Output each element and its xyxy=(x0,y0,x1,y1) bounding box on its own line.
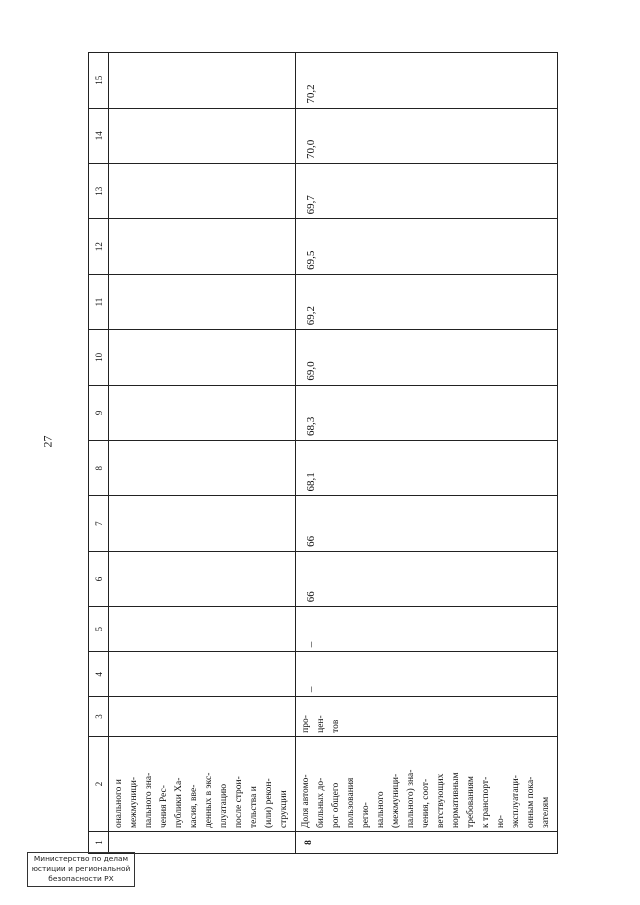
value-text: – xyxy=(305,641,317,648)
header-cell: 15 xyxy=(89,53,109,109)
empty-cell xyxy=(109,652,296,697)
value-cell xyxy=(296,652,558,697)
value-text: 69,5 xyxy=(305,250,317,270)
row-number xyxy=(109,832,118,853)
header-cell: 7 xyxy=(89,496,109,551)
header-cell: 11 xyxy=(89,274,109,329)
stamp-line: юстиции и региональной xyxy=(31,864,131,873)
empty-cell xyxy=(109,164,296,219)
header-cell: 4 xyxy=(89,652,109,697)
empty-cell xyxy=(109,385,296,440)
value-text: 70,2 xyxy=(305,84,317,104)
data-table-region xyxy=(88,52,551,854)
value-cell xyxy=(296,219,558,274)
row-number: 8 xyxy=(304,840,314,845)
value-cell xyxy=(296,607,558,652)
header-cell: 5 xyxy=(89,607,109,652)
value-text: 69,0 xyxy=(305,361,317,381)
value-cell xyxy=(296,164,558,219)
registration-stamp xyxy=(27,852,135,887)
indicator-name-cell xyxy=(109,736,296,831)
indicator-name: онального и межмуници- пального зна- чения Рес- публики Ха- касия, вве- денных в экс- плуатацию после строи- тельства и (или) рекон- струкции xyxy=(114,772,289,829)
stamp-line: безопасности РХ xyxy=(48,874,114,883)
value-text: 68,3 xyxy=(305,416,317,437)
row-number-cell xyxy=(109,832,296,854)
value-text: 68,1 xyxy=(305,472,317,492)
rotated-table-container xyxy=(88,52,551,854)
table-row xyxy=(296,53,558,854)
header-cell: 10 xyxy=(89,330,109,385)
page-number-text: 27 xyxy=(40,435,55,447)
value-text: 66 xyxy=(305,591,317,603)
empty-cell xyxy=(109,607,296,652)
empty-cell xyxy=(109,551,296,606)
indicator-table xyxy=(88,52,558,854)
empty-cell xyxy=(109,53,296,109)
indicator-name-cell xyxy=(296,736,558,831)
stamp-line: Министерство по делам xyxy=(33,854,129,863)
value-cell xyxy=(296,441,558,496)
header-cell: 1 xyxy=(89,832,109,854)
header-row xyxy=(89,53,109,854)
value-cell xyxy=(296,385,558,440)
header-cell: 8 xyxy=(89,441,109,496)
value-cell xyxy=(296,496,558,551)
header-cell: 9 xyxy=(89,385,109,440)
value-text: 66 xyxy=(305,535,317,547)
empty-cell xyxy=(109,496,296,551)
row-number-cell xyxy=(296,832,558,854)
header-cell: 2 xyxy=(89,736,109,831)
table-row xyxy=(109,53,296,854)
value-text: 69,7 xyxy=(305,195,317,215)
empty-cell xyxy=(109,441,296,496)
value-cell xyxy=(296,108,558,163)
empty-cell xyxy=(109,697,296,737)
empty-cell xyxy=(109,274,296,329)
value-text: – xyxy=(305,686,317,693)
header-cell: 6 xyxy=(89,551,109,606)
empty-cell xyxy=(109,108,296,163)
empty-cell xyxy=(109,330,296,385)
value-cell xyxy=(296,53,558,109)
page-number xyxy=(38,426,58,456)
value-text: 69,2 xyxy=(305,305,317,326)
unit-label: про- цен- тов xyxy=(301,715,341,733)
indicator-name: Доля автомо- бильных до- рог общего пользования регио- нального (межмуници- пального) зна- чения, соот- ветствующих нормативным требованиям к транспорт- но- эксплуатаци- онным пока- зателям xyxy=(301,769,551,829)
value-cell xyxy=(296,274,558,329)
empty-cell xyxy=(109,219,296,274)
header-cell: 13 xyxy=(89,164,109,219)
header-cell: 12 xyxy=(89,219,109,274)
value-text: 70,0 xyxy=(305,139,317,159)
unit-cell xyxy=(296,697,558,737)
header-cell: 3 xyxy=(89,697,109,737)
value-cell xyxy=(296,551,558,606)
header-cell: 14 xyxy=(89,108,109,163)
value-cell xyxy=(296,330,558,385)
